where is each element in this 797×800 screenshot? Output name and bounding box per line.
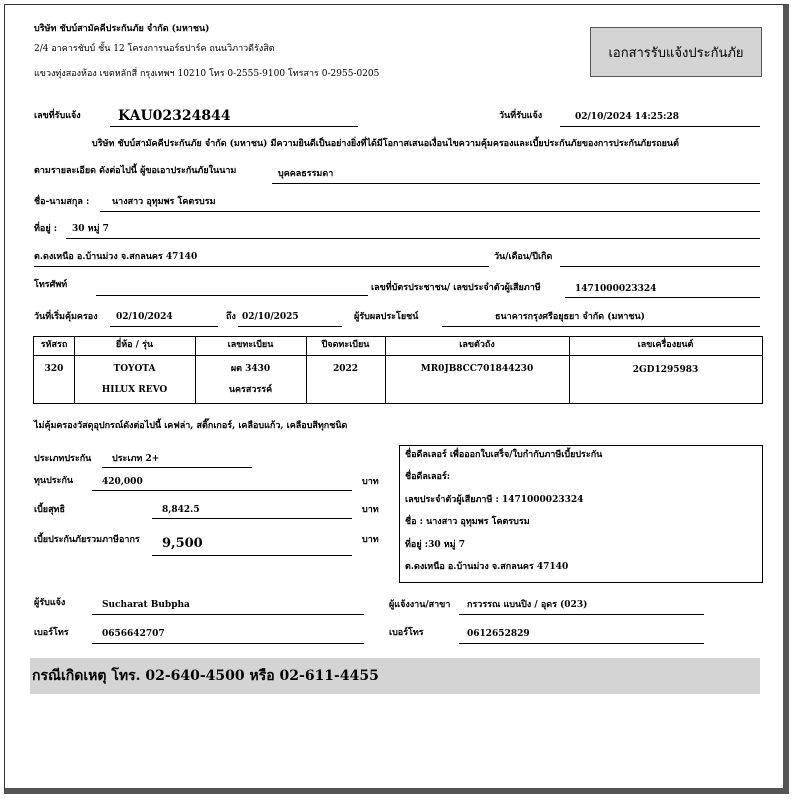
dealer-tax-line: เลขประจำตัวผู้เสียภาษี : 1471000023324 <box>405 495 584 505</box>
th-brand-model: ยี่ห้อ / รุ่น <box>115 340 154 350</box>
document-title-box <box>590 27 762 77</box>
phone-label: โทรศัพท์ <box>34 280 68 290</box>
notice-date-label: วันที่รับแจ้ง <box>499 111 543 121</box>
dob-label: วัน/เดือน/ปีเกิด <box>494 252 553 262</box>
coverage-start-label: วันที่เริ่มคุ้มครอง <box>34 312 98 322</box>
company-address-1: 2/4 อาคารชับบ์ ชั้น 12 โครงการนอร์ธปาร์ค ถนนวิภาวดีรังสิต <box>34 44 275 54</box>
intro-line-2: ตามรายละเอียด ดังต่อไปนี้ ผู้ขอเอาประกันภัยในนาม <box>34 166 237 176</box>
receiver-phone: 0656642707 <box>102 629 165 639</box>
coverage-start-value: 02/10/2024 <box>116 312 173 322</box>
total-premium-value: 9,500 <box>162 536 203 551</box>
receiver-phone-label: เบอร์โทร <box>34 628 69 638</box>
insured-name-value: นางสาว อุทุมพร โคตรบรม <box>112 197 216 207</box>
total-premium-unit: บาท <box>362 535 379 545</box>
insured-address-value: 30 หมู่ 7 <box>72 224 109 234</box>
net-premium-unit: บาท <box>362 505 379 515</box>
net-premium-value: 8,842.5 <box>162 505 200 515</box>
net-premium-label: เบี้ยสุทธิ <box>34 505 65 515</box>
receiver-label: ผู้รับแจ้ง <box>34 598 66 608</box>
vehicle-model: HILUX REVO <box>101 385 168 395</box>
dealer-address-line: ที่อยู่ :30 หมู่ 7 <box>405 540 465 550</box>
insured-address-2: ต.ดงเหนือ อ.บ้านม่วง จ.สกลนคร 47140 <box>34 252 198 262</box>
applicant-type: บุคคลธรรมดา <box>278 169 334 179</box>
beneficiary-value: ธนาคารกรุงศรีอยุธยา จำกัด (มหาชน) <box>495 312 645 322</box>
dealer-address-line-2: ต.ดงเหนือ อ.บ้านม่วง จ.สกลนคร 47140 <box>405 562 569 572</box>
notice-no-value: KAU02324844 <box>118 108 231 124</box>
insured-address-label: ที่อยู่ : <box>34 224 58 234</box>
insurance-type-label: ประเภทประกัน <box>34 454 92 464</box>
accident-hotline: กรณีเกิดเหตุ โทร. 02-640-4500 หรือ 02-611-4455 <box>32 668 379 684</box>
accident-banner <box>30 658 760 694</box>
coverage-to-label: ถึง <box>226 312 236 322</box>
vehicle-chassis: MR0JB8CC701844230 <box>420 364 534 374</box>
th-reg-year: ปีจดทะเบียน <box>321 340 370 350</box>
th-plate: เลขทะเบียน <box>227 340 274 350</box>
dealer-name-line: ชื่อ : นางสาว อุทุมพร โคตรบรม <box>405 517 530 527</box>
intro-line-1: บริษัท ชับบ์สามัคคีประกันภัย จำกัด (มหาชน) มีความยินดีเป็นอย่างยิ่งที่ได้มีโอกาสเสนอเงื่อนไขความคุ้มครองและเบี้ยประกันภัยของการประกันภัยรถยนต์ <box>92 139 679 149</box>
reporter-value: กรวรรณ แบนปิง / อุดร (023) <box>467 600 588 610</box>
th-code: รหัสรถ <box>40 340 68 350</box>
reporter-label: ผู้แจ้งงาน/สาขา <box>389 600 451 610</box>
id-label: เลขที่บัตรประชาชน/ เลขประจำตัวผู้เสียภาษี <box>371 283 541 293</box>
insured-name-label: ชื่อ-นามสกุล : <box>34 197 90 207</box>
company-address-2: แขวงทุ่งสองห้อง เขตหลักสี่ กรุงเทพฯ 10210 โทร 0-2555-9100 โทรสาร 0-2955-0205 <box>34 69 380 79</box>
insurance-type-value: ประเภท 2+ <box>112 454 160 464</box>
coverage-end-value: 02/10/2025 <box>242 312 299 322</box>
dealer-title: ชื่อดีลเลอร์ เพื่อออกใบเสร็จ/ใบกำกับภาษีเบี้ยประกัน <box>405 450 603 460</box>
dealer-name-label: ชื่อดีลเลอร์: <box>405 472 451 482</box>
vehicle-plate: ผต 3430 <box>230 364 271 374</box>
vehicle-province: นครสวรรค์ <box>228 385 273 395</box>
id-value: 1471000023324 <box>575 284 657 294</box>
reporter-phone-label: เบอร์โทร <box>389 628 424 638</box>
reporter-phone: 0612652829 <box>467 629 530 639</box>
vehicle-brand: TOYOTA <box>113 364 156 374</box>
vehicle-code: 320 <box>44 364 64 374</box>
vehicle-reg-year: 2022 <box>332 364 359 374</box>
beneficiary-label: ผู้รับผลประโยชน์ <box>354 312 419 322</box>
vehicle-engine: 2GD1295983 <box>632 365 699 375</box>
total-premium-label: เบี้ยประกันภัยรวมภาษีอากร <box>34 535 140 545</box>
document-title: เอกสารรับแจ้งประกันภัย <box>608 45 744 61</box>
th-chassis: เลขตัวถัง <box>459 340 495 350</box>
notice-no-label: เลขที่รับแจ้ง <box>34 111 81 121</box>
th-engine: เลขเครื่องยนต์ <box>637 340 694 350</box>
notice-date-value: 02/10/2024 14:25:28 <box>575 112 680 122</box>
company-name: บริษัท ชับบ์สามัคคีประกันภัย จำกัด (มหาชน) <box>34 24 210 34</box>
receiver-value: Sucharat Bubpha <box>102 600 190 610</box>
sum-insured-value: 420,000 <box>102 477 143 487</box>
exclusion-note: ไม่คุ้มครองวัสดุอุปกรณ์ดังต่อไปนี้ เคฟล่า, สติ๊กเกอร์, เคลือบแก้ว, เคลือบสีทุกชนิด <box>34 421 348 431</box>
sum-insured-label: ทุนประกัน <box>34 476 74 486</box>
sum-insured-unit: บาท <box>362 477 379 487</box>
